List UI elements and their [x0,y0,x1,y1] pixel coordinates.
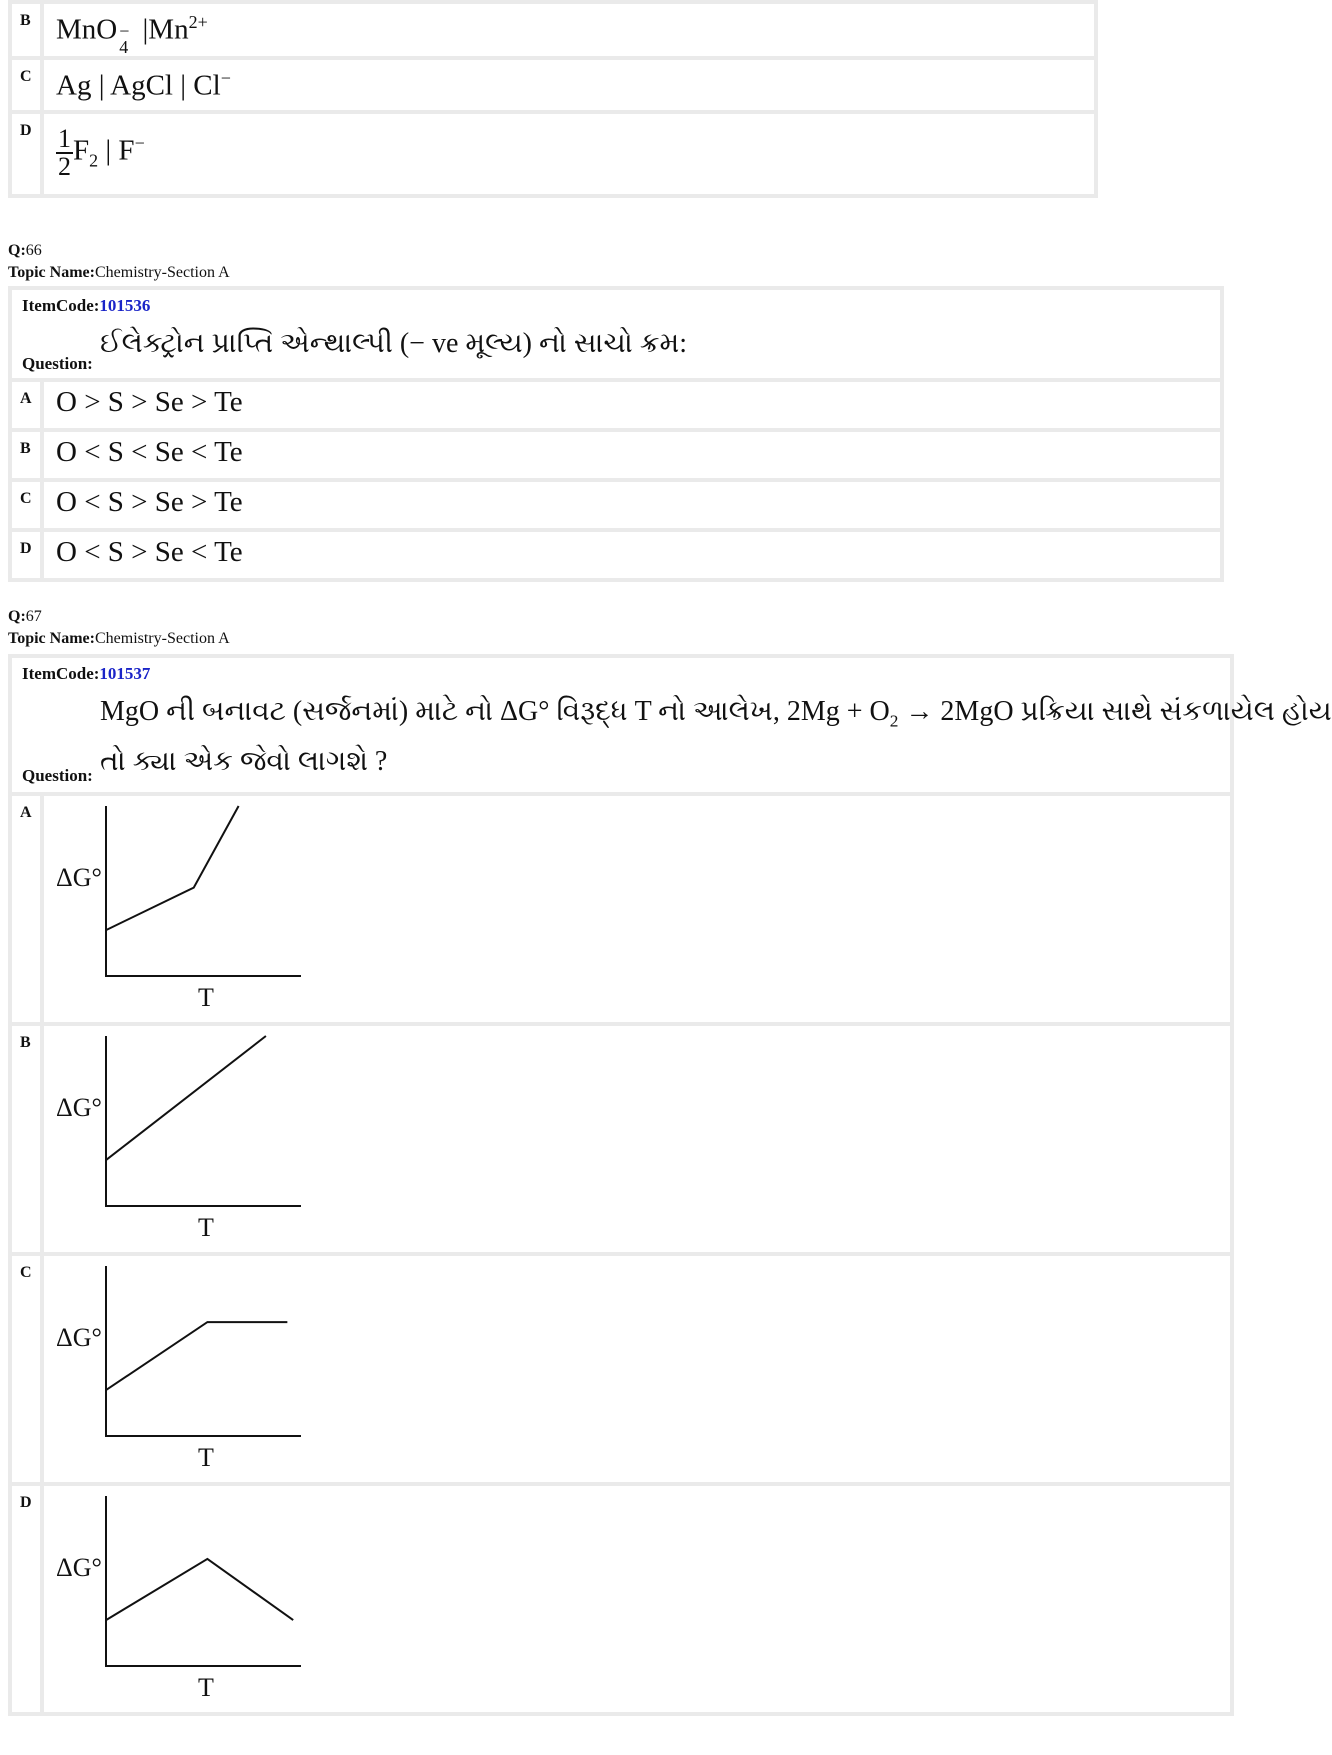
option-label: C [12,1256,40,1482]
option-label: A [12,382,40,428]
question-text-line2: તો ક્યા એક જેવો લાગશે ? [100,746,388,777]
option-row [12,1256,1230,1482]
option-text[interactable]: $\frac{1}{2}$ $F_2$ | F− [44,114,1094,194]
fraction: $\frac{1}{2}$ [58,124,71,181]
option-row [12,60,1094,110]
option-label: A [12,796,40,1022]
option-row [12,114,1094,194]
option-graph[interactable] [44,1486,1230,1712]
option-label: B [12,1026,40,1252]
delta-g-vs-t-graph [44,1256,364,1482]
topic-name: Topic Name:Chemistry-Section A [8,264,230,281]
question-text-line1: MgO ની બનાવટ (સર્જનમાં) માટે નો ΔG° વિરૂદ્ધ T નો આલેખ, $2Mg + O_2 \to 2MgO$ પ્રક્રિયા સાથે સંકળાયેલ હોય [100,696,1332,731]
axes [106,1036,301,1206]
prev-options-table [8,0,1098,198]
option-graph[interactable] [44,1256,1230,1482]
option-label: D [12,1486,40,1712]
option-row [12,4,1094,56]
option-text[interactable]: O < S > Se < Te [44,532,1220,578]
question-label: Question: [22,354,93,373]
option-label: C [12,60,40,110]
delta-g-vs-t-graph [44,1486,364,1712]
option-row [12,382,1220,428]
question-table [8,286,1224,582]
question-header [8,240,230,284]
option-row [12,796,1230,1022]
option-row [12,532,1220,578]
question-label: Question: [22,766,93,785]
option-text[interactable]: MnO − 4 $|Mn^{2+}$ [44,4,1094,56]
axes [106,1266,301,1436]
item-code: ItemCode:101536 [22,296,151,315]
delta-g-vs-t-graph [44,796,364,1022]
option-row [12,482,1220,528]
data-line [106,1322,287,1390]
data-line [106,806,239,930]
question-number: Q:66 [8,242,42,259]
question-text: ઈલેક્ટ્રોન પ્રાપ્તિ એન્થાલ્પી (− ve મૂલ્ય) નો સાચો ક્રમ: [100,328,688,359]
question-number: Q:67 [8,608,42,625]
question-table [8,654,1332,1716]
axes [106,806,301,976]
question-header [8,606,230,650]
option-text[interactable]: O < S < Se < Te [44,432,1220,478]
option-label: D [12,114,40,194]
option-label: B [12,4,40,56]
option-text[interactable]: Ag | AgCl | Cl− [44,60,1094,110]
y-axis-label: ΔG° [56,1323,102,1352]
x-axis-label: T [198,983,214,1012]
y-axis-label: ΔG° [56,1553,102,1582]
x-axis-label: T [198,1213,214,1242]
data-line [106,1559,293,1620]
option-label: B [12,432,40,478]
option-row [12,1486,1230,1712]
option-label: D [12,532,40,578]
option-label: C [12,482,40,528]
y-axis-label: ΔG° [56,1093,102,1122]
option-row [12,1026,1230,1252]
delta-g-vs-t-graph [44,1026,364,1252]
x-axis-label: T [198,1443,214,1472]
option-graph[interactable] [44,796,1230,1022]
option-text[interactable]: O < S > Se > Te [44,482,1220,528]
option-text[interactable]: O > S > Se > Te [44,382,1220,428]
question-box [12,658,1332,792]
option-graph[interactable] [44,1026,1230,1252]
option-row [12,432,1220,478]
axes [106,1496,301,1666]
topic-name: Topic Name:Chemistry-Section A [8,630,230,647]
question-box [12,290,1220,378]
item-code: ItemCode:101537 [22,664,151,683]
data-line [106,1036,266,1160]
x-axis-label: T [198,1673,214,1702]
y-axis-label: ΔG° [56,863,102,892]
